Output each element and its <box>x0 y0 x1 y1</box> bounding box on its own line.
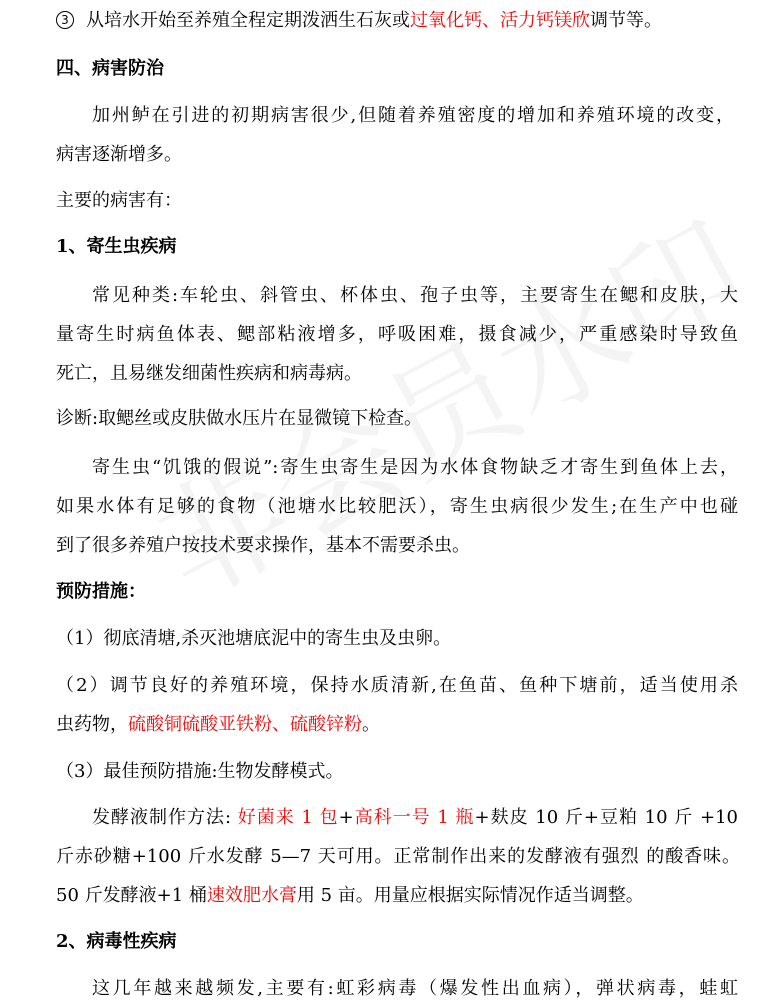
heading-parasitic-disease: 1、寄生虫疾病 <box>56 236 177 257</box>
types-line-2: 量寄生时病鱼体表、鳃部粘液增多，呼吸困难，摄食减少，严重感染时导致鱼 <box>56 324 738 345</box>
fermentation-label: 发酵液制作方法: <box>92 807 238 828</box>
types-line-3: 死亡，且易继发细菌性疾病和病毒病。 <box>56 363 362 384</box>
prevention-item-1: （1）彻底清塘,杀灭池塘底泥中的寄生虫及虫卵。 <box>56 628 452 649</box>
circled-number-3: 3 <box>56 11 74 29</box>
prevention-item-2-text: 虫药物， <box>56 714 128 735</box>
intro-paragraph-line-1: 加州鲈在引进的初期病害很少,但随着养殖密度的增加和养殖环境的改变， <box>92 105 734 126</box>
fermentation-red-product-1: 好菌来 1 包 <box>237 807 339 828</box>
item-3-text: 从培水开始至养殖全程定期泼洒生石灰或 <box>86 10 410 31</box>
prevention-item-2-line-1: （2）调节良好的养殖环境，保持水质清新,在鱼苗、鱼种下塘前，适当使用杀 <box>56 675 738 696</box>
types-line-1: 常见种类:车轮虫、斜管虫、杯体虫、孢子虫等，主要寄生在鳃和皮肤，大 <box>92 285 738 306</box>
prevention-item-2-end: 。 <box>362 714 380 735</box>
main-diseases-label: 主要的病害有： <box>56 190 182 211</box>
fermentation-line-3 <box>56 881 756 911</box>
item-3-text-end: 调节等。 <box>590 10 662 31</box>
fermentation-red-product-3: 速效肥水膏 <box>206 885 297 906</box>
fermentation-ingredients: +麸皮 10 斤+豆粕 10 斤 +10 <box>474 807 738 828</box>
fermentation-plus: + <box>338 807 354 828</box>
prevention-item-2-line-2 <box>56 710 756 740</box>
hunger-hypothesis-line-3: 到了很多养殖户按技术要求操作，基本不需要杀虫。 <box>56 535 470 556</box>
heading-prevention-measures: 预防措施： <box>56 581 146 602</box>
fermentation-dose-end: 用 5 亩。用量应根据实际情况作适当调整。 <box>296 885 644 906</box>
prevention-item-3: （3）最佳预防措施:生物发酵模式。 <box>56 761 344 782</box>
section-heading-disease-prevention: 四、病害防治 <box>56 58 164 79</box>
fermentation-line-1 <box>92 803 738 833</box>
hunger-hypothesis-line-2: 如果水体有足够的食物（池塘水比较肥沃），寄生虫病很少发生;在生产中也碰 <box>56 496 738 517</box>
item-3-red-products: 过氧化钙、活力钙镁欣 <box>410 10 590 31</box>
fermentation-red-product-2: 高科一号 1 瓶 <box>353 807 475 828</box>
prevention-item-2-red-products: 硫酸铜硫酸亚铁粉、硫酸锌粉 <box>128 714 362 735</box>
intro-paragraph-line-2: 病害逐渐增多。 <box>56 144 182 165</box>
fermentation-dose-text: 50 斤发酵液+1 桶 <box>56 885 207 906</box>
viral-disease-line-1: 这几年越来越频发,主要有:虹彩病毒（爆发性出血病），弹状病毒，蛙虹 <box>92 978 738 999</box>
hunger-hypothesis-line-1: 寄生虫“饥饿的假说”:寄生虫寄生是因为水体食物缺乏才寄生到鱼体上去， <box>92 457 738 478</box>
fermentation-line-2: 斤赤砂糖+100 斤水发酵 5—7 天可用。正常制作出来的发酵液有强烈 的酸香味。 <box>56 846 740 867</box>
item-3-line <box>0 6 784 36</box>
heading-viral-disease: 2、病毒性疾病 <box>56 931 177 952</box>
diagnosis-line: 诊断:取鳃丝或皮肤做水压片在显微镜下检查。 <box>56 408 423 429</box>
